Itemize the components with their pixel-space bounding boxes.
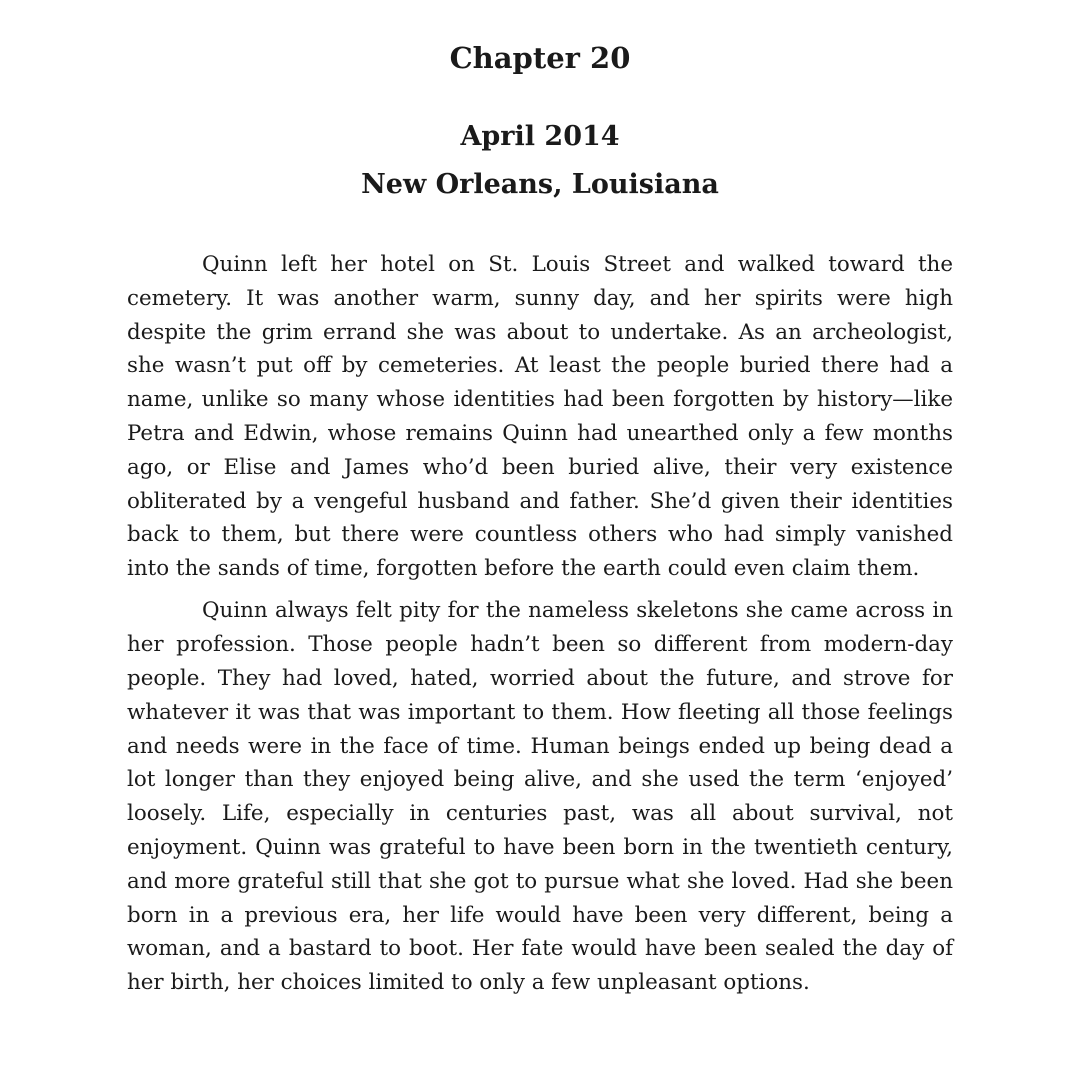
chapter-title: Chapter 20 <box>449 41 631 75</box>
location-heading: New Orleans, Louisiana <box>361 169 719 200</box>
date-heading: April 2014 <box>460 121 620 152</box>
paragraph: Quinn left her hotel on St. Louis Street and walked toward the cemetery. It was another warm, sunny day, and her spirits were high despite the grim errand she was about to undertake. As an archeologist, she wasn’t put off by cemeteries. At least the people buried there had a name, unlike so many whose identities had been forgotten by history—like Petra and Edwin, whose remains Quinn had unearthed only a few months ago, or Elise and James who’d been buried alive, their very existence obliterated by a vengeful husband and father. She’d given their identities back to them, but there were countless others who had simply vanished into the sands of time, forgotten before the earth could even claim them. <box>127 252 953 582</box>
chapter-body <box>127 248 953 1000</box>
paragraph: Quinn always felt pity for the nameless skeletons she came across in her profession. Those people hadn’t been so different from modern-day people. They had loved, hated, worried about the future, and strove for whatever it was that was important to them. How fleeting all those feelings and needs were in the face of time. Human beings ended up being dead a lot longer than they enjoyed being alive, and she used the term ‘enjoyed’ loosely. Life, especially in centuries past, was all about survival, not enjoyment. Quinn was grateful to have been born in the twentieth century, and more grateful still that she got to pursue what she loved. Had she been born in a previous era, her life would have been very different, being a woman, and a bastard to boot. Her fate would have been sealed the day of her birth, her choices limited to only a few unpleasant options. <box>127 598 953 996</box>
